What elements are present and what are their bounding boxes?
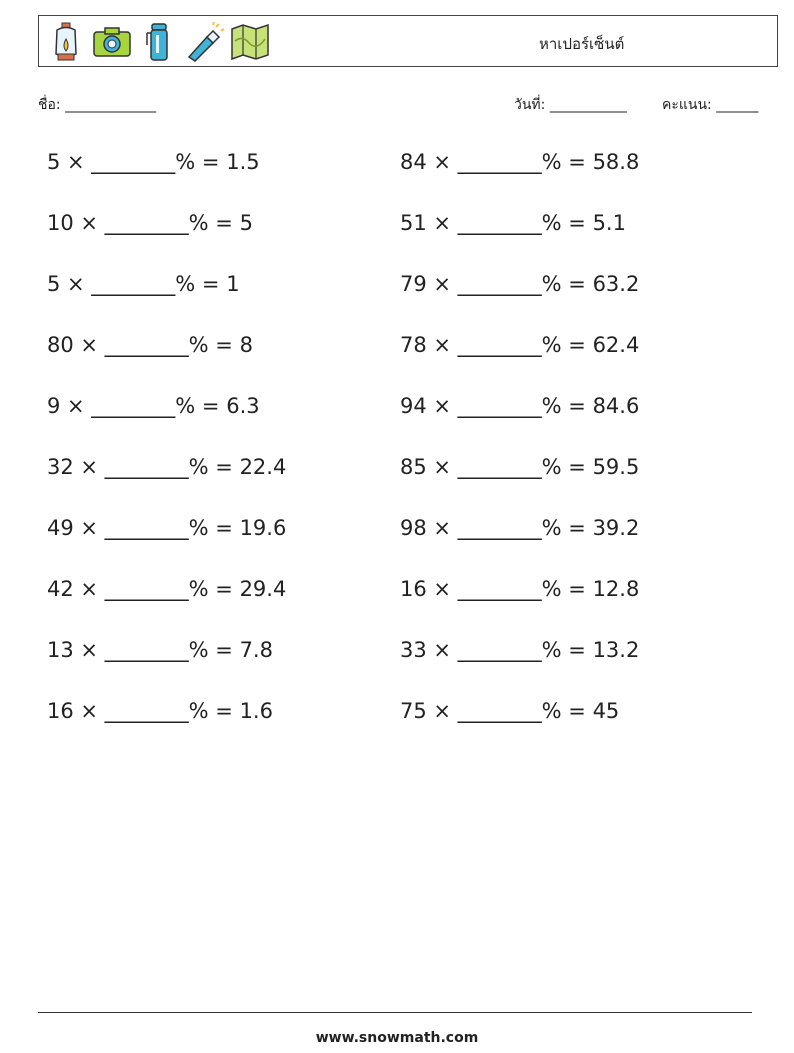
problem-10: 94 × ________% = 84.6	[400, 394, 640, 418]
problem-2: 84 × ________% = 58.8	[400, 150, 640, 174]
problem-14: 98 × ________% = 39.2	[400, 516, 640, 540]
footer-url[interactable]: www.snowmath.com	[315, 1030, 479, 1046]
name-label: ชื่อ:	[38, 97, 61, 113]
footer-divider	[38, 1012, 752, 1013]
problem-16: 16 × ________% = 12.8	[400, 577, 640, 601]
problem-1: 5 × ________% = 1.5	[47, 150, 260, 174]
problem-4: 51 × ________% = 5.1	[400, 211, 626, 235]
problem-18: 33 × ________% = 13.2	[400, 638, 640, 662]
score-blank: ______	[716, 97, 759, 113]
problem-20: 75 × ________% = 45	[400, 699, 620, 723]
worksheet-header	[38, 15, 778, 67]
thermos-icon	[137, 21, 179, 63]
date-field	[514, 94, 627, 116]
problem-12: 85 × ________% = 59.5	[400, 455, 640, 479]
score-field	[662, 94, 758, 116]
problem-13: 49 × ________% = 19.6	[47, 516, 287, 540]
problem-6: 79 × ________% = 63.2	[400, 272, 640, 296]
icon-strip	[45, 20, 271, 64]
problem-19: 16 × ________% = 1.6	[47, 699, 273, 723]
problem-3: 10 × ________% = 5	[47, 211, 253, 235]
camera-icon	[91, 21, 133, 63]
problem-15: 42 × ________% = 29.4	[47, 577, 287, 601]
problem-7: 80 × ________% = 8	[47, 333, 253, 357]
problem-9: 9 × ________% = 6.3	[47, 394, 260, 418]
name-blank: _____________	[65, 97, 157, 113]
worksheet-title: หาเปอร์เซ็นต์	[539, 35, 625, 53]
problem-8: 78 × ________% = 62.4	[400, 333, 640, 357]
date-blank: ___________	[549, 97, 627, 113]
problem-5: 5 × ________% = 1	[47, 272, 240, 296]
map-icon	[229, 21, 271, 63]
problem-11: 32 × ________% = 22.4	[47, 455, 287, 479]
problem-17: 13 × ________% = 7.8	[47, 638, 273, 662]
name-field	[38, 94, 156, 116]
date-label: วันที่:	[514, 97, 546, 113]
score-label: คะแนน:	[662, 97, 712, 113]
lantern-icon	[45, 21, 87, 63]
flashlight-icon	[183, 21, 225, 63]
